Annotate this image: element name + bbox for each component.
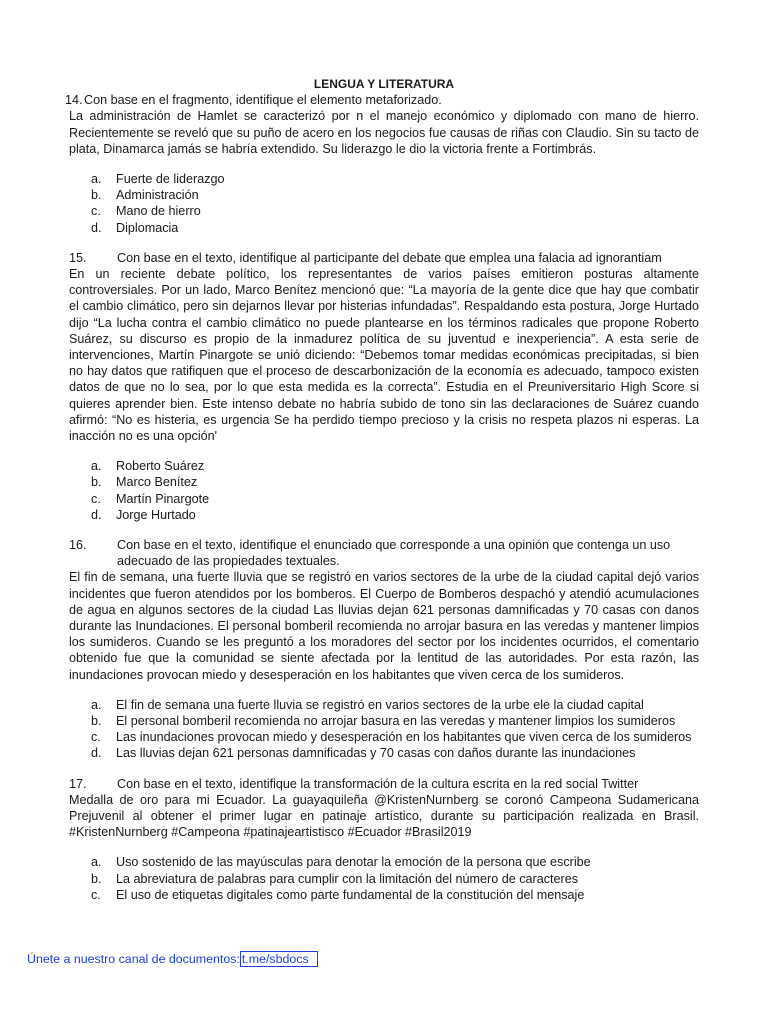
option-text: El personal bomberil recomienda no arrojar basura en las veredas y mantener limpios los sumideros — [116, 713, 676, 728]
option-letter: b. — [91, 713, 102, 728]
question-17 — [69, 776, 699, 903]
options-list — [69, 854, 699, 903]
option-b — [69, 187, 699, 203]
option-text: Marco Benítez — [116, 475, 198, 490]
option-letter: b. — [91, 871, 102, 886]
option-d — [69, 220, 699, 236]
option-letter: a. — [91, 697, 102, 712]
option-text: Las inundaciones provocan miedo y desesperación en los habitantes que viven cerca de los sumideros — [116, 730, 692, 745]
question-passage: El fin de semana, una fuerte lluvia que se registró en varios sectores de la urbe de la ciudad capital dejó varios incidentes que fueron atendidos por los bomberos. El Cuerpo de Bomberos despachó y atendió acumulaciones de agua en algunos sectores de la ciudad Las lluvias dejan 621 personas damnificadas y 70 casas con danos durante las Inundaciones. El personal bomberil recomienda no arrojar basura en las veredas y mantener limpios los sumideros. Cuando se les preguntó a los moradores del sector por los incidentes ocurridos, el comentario obtenido fue que la comunidad se siente afectada por la lentitud de las autoridades. Por esta razón, las inundaciones provocan miedo y desesperación en los habitantes que viven cerca de los sumideros. — [69, 570, 699, 682]
question-number: 14. — [65, 93, 83, 108]
option-letter: b. — [91, 475, 102, 490]
option-a — [69, 854, 699, 870]
question-prompt: Con base en el texto, identifique la transformación de la cultura escrita en la red social Twitter — [117, 776, 639, 791]
option-letter: d. — [91, 746, 102, 761]
question-prompt: Con base en el texto, identifique al participante del debate que emplea una falacia ad ignorantiam — [117, 250, 662, 265]
option-text: Roberto Suárez — [116, 459, 205, 474]
option-text: El uso de etiquetas digitales como parte fundamental de la constitución del mensaje — [116, 887, 585, 902]
option-letter: d. — [91, 220, 102, 235]
option-letter: c. — [91, 730, 101, 745]
option-a — [69, 171, 699, 187]
footer-text: Únete a nuestro canal de documentos: — [27, 952, 240, 966]
page-title: LENGUA Y LITERATURA — [313, 77, 455, 91]
option-d — [69, 507, 699, 523]
option-b — [69, 713, 699, 729]
channel-link[interactable]: t.me/sbdocs — [240, 951, 318, 967]
option-letter: a. — [91, 855, 102, 870]
option-text: Fuerte de liderazgo — [116, 172, 225, 187]
option-text: La abreviatura de palabras para cumplir con la limitación del número de caracteres — [116, 871, 579, 886]
option-c — [69, 887, 699, 903]
option-letter: b. — [91, 188, 102, 203]
option-a — [69, 697, 699, 713]
question-16 — [69, 537, 699, 762]
options-list — [69, 171, 699, 236]
option-letter: c. — [91, 491, 101, 506]
option-c — [69, 203, 699, 219]
question-prompt: Con base en el texto, identifique el enunciado que corresponde a una opinión que contenga un uso adecuado de las propiedades textuales. — [117, 537, 671, 569]
option-d — [69, 745, 699, 761]
option-text: Martín Pinargote — [116, 491, 210, 506]
question-number: 17. — [69, 776, 87, 791]
option-letter: c. — [91, 204, 101, 219]
option-text: Uso sostenido de las mayúsculas para denotar la emoción de la persona que escribe — [116, 855, 591, 870]
option-text: Administración — [116, 188, 199, 203]
question-passage: La administración de Hamlet se caracterizó por n el manejo económico y diplomado con mano de hierro. Recientemente se reveló que su puño de acero en los negocios fue causas de riñas con Claudio. Sin su tacto de plata, Dinamarca jamás se habría extendido. Su liderazgo le dio la victoria frente a Fortimbrás. — [69, 109, 699, 156]
options-list — [69, 697, 699, 762]
question-number: 15. — [69, 250, 87, 265]
question-number: 16. — [69, 537, 87, 552]
option-text: Diplomacia — [116, 220, 179, 235]
question-prompt: Con base en el fragmento, identifique el elemento metaforizado. — [84, 93, 442, 108]
option-letter: a. — [91, 172, 102, 187]
option-text: Jorge Hurtado — [116, 507, 196, 522]
option-c — [69, 729, 699, 745]
option-text: El fin de semana una fuerte lluvia se registró en varios sectores de la urbe ele la ciudad capital — [116, 697, 644, 712]
question-passage: Medalla de oro para mi Ecuador. La guayaquileña @KristenNurnberg se coronó Campeona Sudamericana Prejuvenil al obtener el primer lugar en patinaje artístico, durante su participación realizada en Brasil. #KristenNurnberg #Campeona #patinajeartistisco #Ecuador #Brasil2019 — [69, 792, 699, 840]
option-text: Mano de hierro — [116, 204, 201, 219]
option-c — [69, 491, 699, 507]
footer-promo — [27, 952, 318, 966]
question-passage: En un reciente debate político, los representantes de varios países emitieron posturas altamente controversiales. Por un lado, Marco Benítez mencionó que: “La mayoría de la gente dice que hay que combatir el cambio climático, pero sin dejarnos llevar por histerias infundadas”. Respaldando esta postura, Jorge Hurtado dijo “La lucha contra el cambio climático no puede plantearse en los términos radicales que propone Roberto Suárez, su discurso es propio de la inmadurez política de su juventud e inexperiencia”. A esta serie de intervenciones, Martín Pinargote se unió diciendo: “Debemos tomar medidas económicas precipitadas, si bien no hay datos que ratifiquen que el proceso de descarbonización de la economía es adecuado, tampoco existen datos de que no lo sea, por lo que esta medida es la correcta”. Estudia en el Preuniversitario High Score si quieres aprender bien. Este intenso debate no habría subido de tono sin las declaraciones de Suárez cuando afirmó: “No es histeria, es urgencia Se ha perdido tiempo precioso y la crisis no respeta plazos ni esperas. La inacción no es una opción' — [69, 266, 699, 443]
option-letter: a. — [91, 459, 102, 474]
option-letter: d. — [91, 507, 102, 522]
question-14 — [65, 92, 699, 236]
option-text: Las lluvias dejan 621 personas damnificadas y 70 casas con daños durante las inundaciones — [116, 746, 636, 761]
option-b — [69, 871, 699, 887]
option-a — [69, 458, 699, 474]
question-15 — [69, 250, 699, 523]
document-page — [65, 76, 699, 903]
option-b — [69, 474, 699, 490]
option-letter: c. — [91, 887, 101, 902]
options-list — [69, 458, 699, 523]
